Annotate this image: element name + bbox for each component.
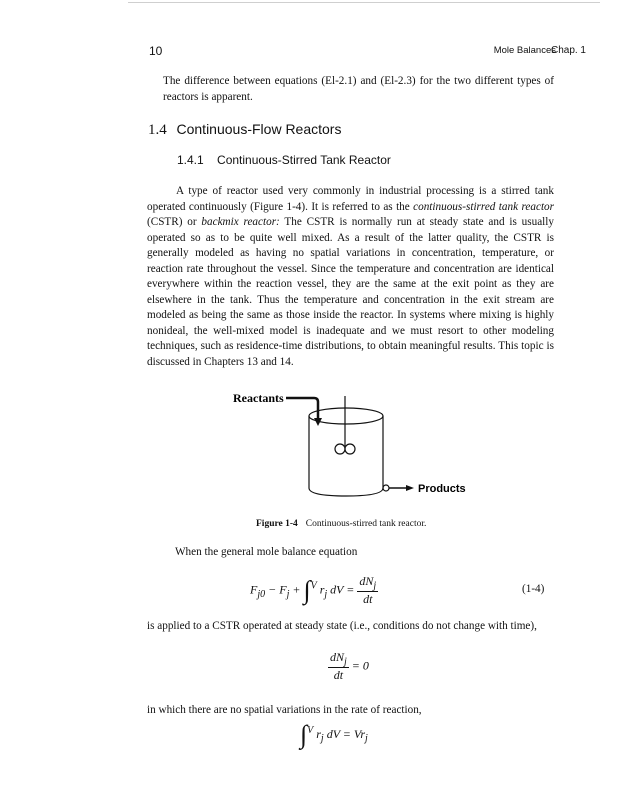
reactants-label: Reactants [233,391,284,405]
intro-paragraph: The difference between equations (El-2.1) and (El-2.3) for the two different types of reactors is apparent. [163,75,554,103]
subsection-title: Continuous-Stirred Tank Reactor [217,153,391,167]
cstr-term: continuous-stirred tank reactor [413,200,554,213]
cstr-text-3: The CSTR is normally run at steady state and is usually operated so as to be quite well mixed. As a result of the latter quality, the CSTR is generally modeled as having no spatial variations in concentration, temperature, or reaction rate throughout the vessel. Since the temperature and concentration are identical everywhere within the reaction vessel, they are the same at the exit point as they are elsewhere in the tank. Thus the temperature and concentration in the exit stream are modeled as being the same as those inside the reactor. In systems where mixing is highly nonideal, the well-mixed model is inadequate and we must resort to other modeling techniques, such as residence-time distributions, to obtain meaningful results. This topic is discussed in Chapters 13 and 14. [147,216,554,368]
inlet-pipe [286,398,318,420]
impeller-right [345,444,355,454]
integral-sign: ∫ [300,720,308,749]
subsection-number: 1.4.1 [177,153,204,167]
products-label: Products [418,483,466,495]
cstr-text-2: (CSTR) or [147,216,202,228]
cstr-text-1: A type of reactor used very commonly in industrial processing is a stirred tank operated continuously (Figure 1-4). It is referred to as the [147,185,554,213]
tank-body [309,416,383,496]
integral-equation: ∫$^V$ $r_j$ dV = $Vr_j$ [300,720,368,749]
outlet-arrow [406,485,414,491]
when-text: When the general mole balance equation [175,546,358,558]
applied-paragraph: is applied to a CSTR operated at steady state (i.e., conditions do not change with time), [147,620,537,632]
section-title: Continuous-Flow Reactors [176,121,342,137]
chapter-label: Chap. 1 [550,45,586,56]
integral-sign: ∫ [303,575,311,605]
page-number: 10 [149,44,163,58]
running-title: Mole Balances [493,45,556,56]
derivative-fraction: $\frac{dN_j}{dt}$ [359,574,377,607]
impeller-left [335,444,345,454]
caption-text: Continuous-stirred tank reactor. [305,519,427,529]
mole-balance-equation: $F_{j0} - F_j + \int^V$ $r_j$ dV = $\frac{dN_j}{dt}$ [250,574,377,607]
equation-number: (1-4) [522,583,545,595]
caption-number: Figure 1-4 [256,519,298,529]
section-number: 1.4 [148,122,167,138]
figure-caption [256,519,426,529]
steady-state-equation: $\frac{dN_j}{dt}$ = 0 [330,650,369,683]
no-spatial-text: in which there are no spatial variations in the rate of reaction, [147,704,422,716]
backmix-term: backmix reactor: [201,216,280,228]
outlet-valve [383,485,389,491]
tank-top [309,408,383,424]
